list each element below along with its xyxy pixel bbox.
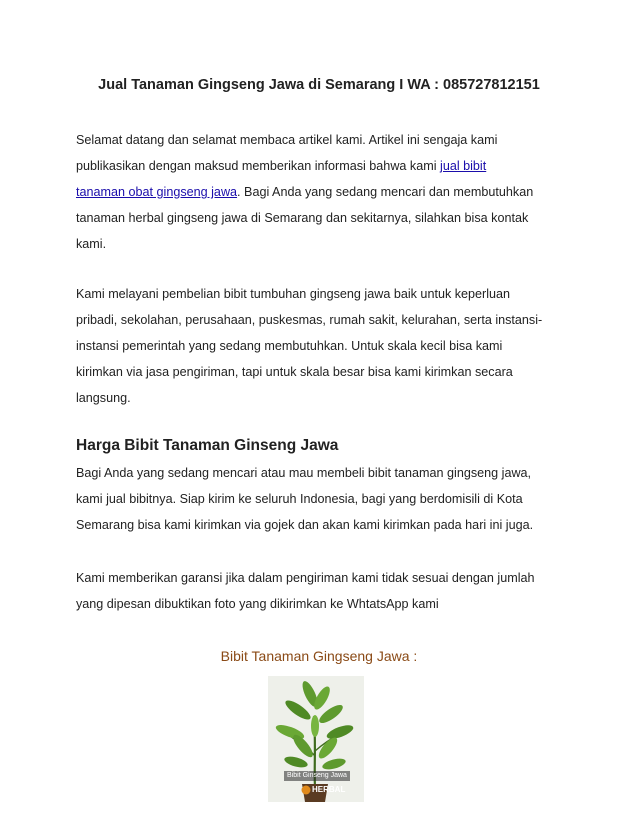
- product-photo: [268, 676, 364, 802]
- photo-label: Bibit Ginseng Jawa: [287, 772, 347, 779]
- intro-text: . Bagi Anda yang sedang mencari dan membutuhkan: [237, 185, 534, 199]
- price-heading: Harga Bibit Tanaman Ginseng Jawa: [76, 437, 339, 454]
- intro-line: [76, 179, 576, 205]
- intro-text: publikasikan dengan maksud memberikan informasi bahwa kami: [76, 159, 441, 173]
- price-line: kami jual bibitnya. Siap kirim ke seluruh Indonesia, bagi yang berdomisili di Kota: [76, 492, 523, 506]
- price-paragraph: [76, 460, 576, 538]
- price-line: Bagi Anda yang sedang mencari atau mau membeli bibit tanaman gingseng jawa,: [76, 466, 532, 480]
- intro-line: tanaman herbal gingseng jawa di Semarang dan sekitarnya, silahkan bisa kontak: [76, 211, 529, 225]
- product-link-part-1[interactable]: jual bibit: [440, 159, 487, 173]
- service-line: langsung.: [76, 391, 131, 405]
- intro-line: [76, 153, 576, 179]
- service-paragraph: [76, 281, 576, 411]
- intro-line: Selamat datang dan selamat membaca artikel kami. Artikel ini sengaja kami: [76, 133, 498, 147]
- guarantee-line: yang dipesan dibuktikan foto yang dikirimkan ke WhtatsApp kami: [76, 597, 439, 611]
- ginseng-plant-image: [268, 676, 364, 802]
- guarantee-line: Kami memberikan garansi jika dalam pengiriman kami tidak sesuai dengan jumlah: [76, 571, 535, 585]
- guarantee-paragraph: [76, 565, 576, 617]
- service-line: instansi pemerintah yang sedang membutuhkan. Untuk skala kecil bisa kami: [76, 339, 503, 353]
- page-title: Jual Tanaman Gingseng Jawa di Semarang I WA : 085727812151: [98, 77, 540, 93]
- service-line: kirimkan via jasa pengiriman, tapi untuk skala besar bisa kami kirimkan secara: [76, 365, 513, 379]
- image-caption: Bibit Tanaman Gingseng Jawa :: [220, 648, 418, 664]
- photo-brand: HERBAL: [312, 785, 346, 794]
- intro-paragraph: [76, 127, 576, 257]
- service-line: pribadi, sekolahan, perusahaan, puskesmas, rumah sakit, kelurahan, serta instansi-: [76, 313, 543, 327]
- product-link-part-2[interactable]: tanaman obat gingseng jawa: [76, 185, 238, 199]
- service-line: Kami melayani pembelian bibit tumbuhan gingseng jawa baik untuk keperluan: [76, 287, 511, 301]
- intro-line: kami.: [76, 237, 107, 251]
- price-line: Semarang bisa kami kirimkan via gojek dan akan kami kirimkan pada hari ini juga.: [76, 518, 534, 532]
